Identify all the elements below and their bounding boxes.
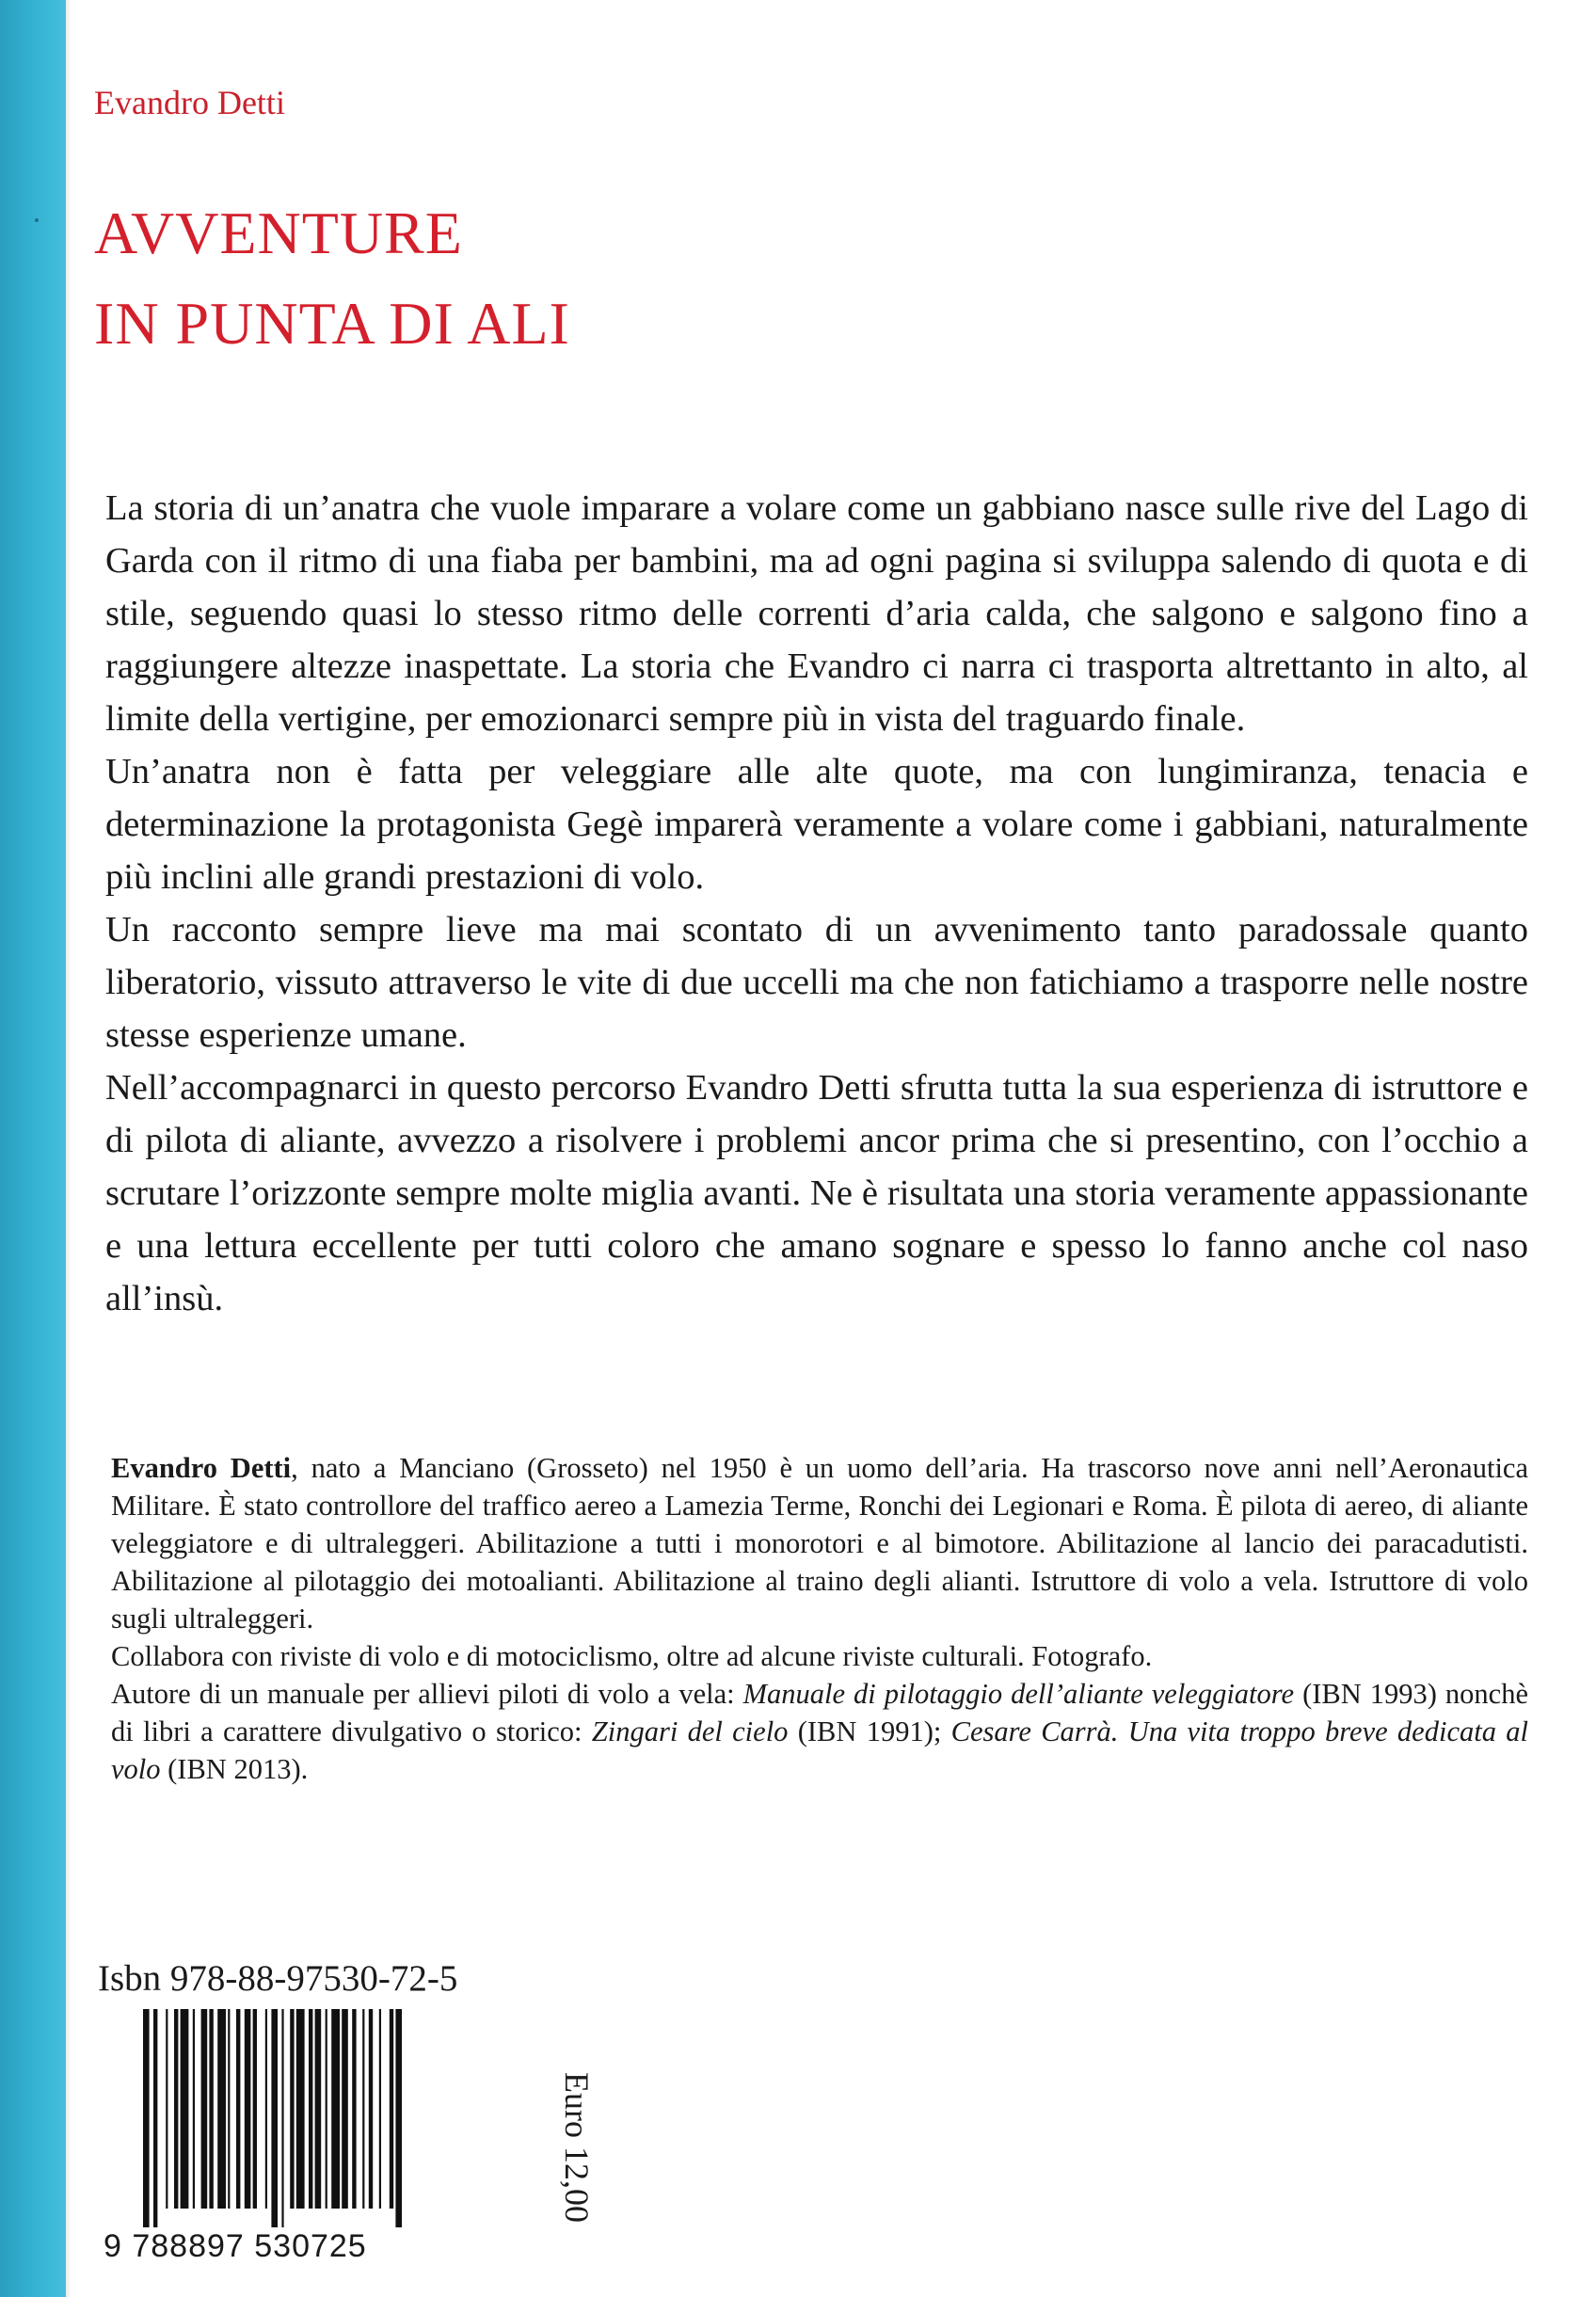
barcode-bar [390, 2009, 393, 2209]
book-title-italic: Cesare Carrà. Una vita troppo breve dedicata al volo [111, 1715, 1528, 1785]
barcode-bar [315, 2009, 322, 2209]
bio-paragraph-1 [111, 1449, 1528, 1637]
bio-text: (IBN 2013). [160, 1753, 309, 1785]
spine-shadow [66, 0, 72, 2297]
bio-text: (IBN 1993) nonchè di libri a carattere divulgativo o storico: [111, 1678, 1528, 1747]
blurb-text [105, 482, 1528, 1325]
barcode-bar [236, 2009, 240, 2209]
barcode-icon [143, 2009, 480, 2227]
bio-author-name: Evandro Detti [111, 1452, 292, 1484]
cover-spine-band [0, 0, 66, 2297]
title-line-2: IN PUNTA DI ALI [94, 290, 570, 357]
barcode-bar [253, 2009, 257, 2209]
bio-text: Autore di un manuale per allievi piloti di volo a vela: [111, 1678, 743, 1710]
barcode-bar [143, 2009, 150, 2227]
barcode-bar [369, 2009, 373, 2209]
blurb-paragraph-1: La storia di un’anatra che vuole imparare a volare come un gabbiano nasce sulle rive del Lago di Garda con il ritmo di una fiaba per bambini, ma ad ogni pagina si sviluppa salendo di quota e di stile, seguendo quasi lo stesso ritmo delle correnti d’aria calda, che salgono e salgono fino a raggiungere altezze inaspettate. La storia che Evandro ci narra ci trasporta altrettanto in alto, al limite della vertigine, per emozionarci sempre più in vista del traguardo finale. [105, 488, 1528, 739]
isbn-label: Isbn 978-88-97530-72-5 [98, 1958, 458, 1999]
barcode-bar [271, 2009, 278, 2227]
price-label: Euro 12,00 [558, 2072, 596, 2223]
barcode-bar [362, 2009, 364, 2209]
bio-paragraph-2: Collabora con riviste di volo e di motociclismo, oltre ad alcune riviste culturali. Fotografo. [111, 1640, 1153, 1672]
barcode-bar [281, 2009, 283, 2227]
barcode-bar [290, 2009, 294, 2209]
barcode-bar [352, 2009, 356, 2209]
title-line-1: AVVENTURE [94, 199, 463, 266]
barcode-bar [265, 2009, 267, 2209]
blurb-paragraph-3: Un racconto sempre lieve ma mai scontato di un avvenimento tanto paradossale quanto liberatorio, vissuto attraverso le vite di due uccelli ma che non fatichiamo a trasporre nelle nostre stesse esperienze umane. [105, 910, 1528, 1055]
barcode-bar [326, 2009, 327, 2209]
barcode-bar [228, 2009, 230, 2209]
blurb-paragraph-4: Nell’accompagnarci in questo percorso Evandro Detti sfrutta tutta la sua esperienza di istruttore e di pilota di aliante, avvezzo a risolvere i problemi ancor prima che si presentino, con l’occhio a scrutare l’orizzonte sempre molte miglia avanti. Ne è risultata una storia veramente appassionante e una lettura eccellente per tutti coloro che amano sognare e spesso lo fanno anche col naso all’insù. [105, 1068, 1528, 1318]
barcode-bar [174, 2009, 178, 2209]
barcode-digits: 9 788897 530725 [104, 2228, 367, 2264]
blurb-paragraph-2: Un’anatra non è fatta per veleggiare alle alte quote, ma con lungimiranza, tenacia e determinazione la protagonista Gegè imparerà veramente a volare come i gabbiani, naturalmente più inclini alle grandi prestazioni di volo. [105, 752, 1528, 897]
barcode-bar [217, 2009, 226, 2209]
barcode-bar [201, 2009, 208, 2209]
barcode-bar [379, 2009, 381, 2209]
barcode-bar [342, 2009, 348, 2209]
barcode-bar [309, 2009, 312, 2209]
book-title [94, 188, 570, 369]
book-title-italic: Zingari del cielo [591, 1715, 789, 1747]
book-title-italic: Manuale di pilotaggio dell’aliante veleggiatore [742, 1678, 1295, 1710]
bio-text: (IBN 1991); [788, 1715, 951, 1747]
barcode-bar [166, 2009, 168, 2209]
barcode-bar [395, 2009, 402, 2227]
barcode-bar [193, 2009, 195, 2209]
bio-text: , nato a Manciano (Grosseto) nel 1950 è un uomo dell’aria. Ha trascorso nove anni nell’Aeronautica Militare. È stato controllore del traffico aereo a Lamezia Terme, Ronchi dei Legionari e Roma. È pilota di aereo, di aliante veleggiatore e di ultraleggeri. Abilitazione a tutti i monorotori e al bimotore. Abilitazione al lancio dei paracadutisti. Abilitazione al pilotaggio dei motoalianti. Abilitazione al traino degli alianti. Istruttore di volo a vela. Istruttore di volo sugli ultraleggeri. [111, 1452, 1528, 1635]
barcode-bar [153, 2009, 157, 2227]
barcode-bar [245, 2009, 251, 2209]
bio-paragraph-3 [111, 1675, 1528, 1788]
barcode-bar [181, 2009, 189, 2209]
barcode-bar [331, 2009, 340, 2209]
print-speck [35, 218, 39, 222]
barcode-bar [209, 2009, 213, 2209]
author-bio [111, 1449, 1528, 1788]
author-name: Evandro Detti [94, 84, 285, 121]
barcode-bar [296, 2009, 305, 2209]
